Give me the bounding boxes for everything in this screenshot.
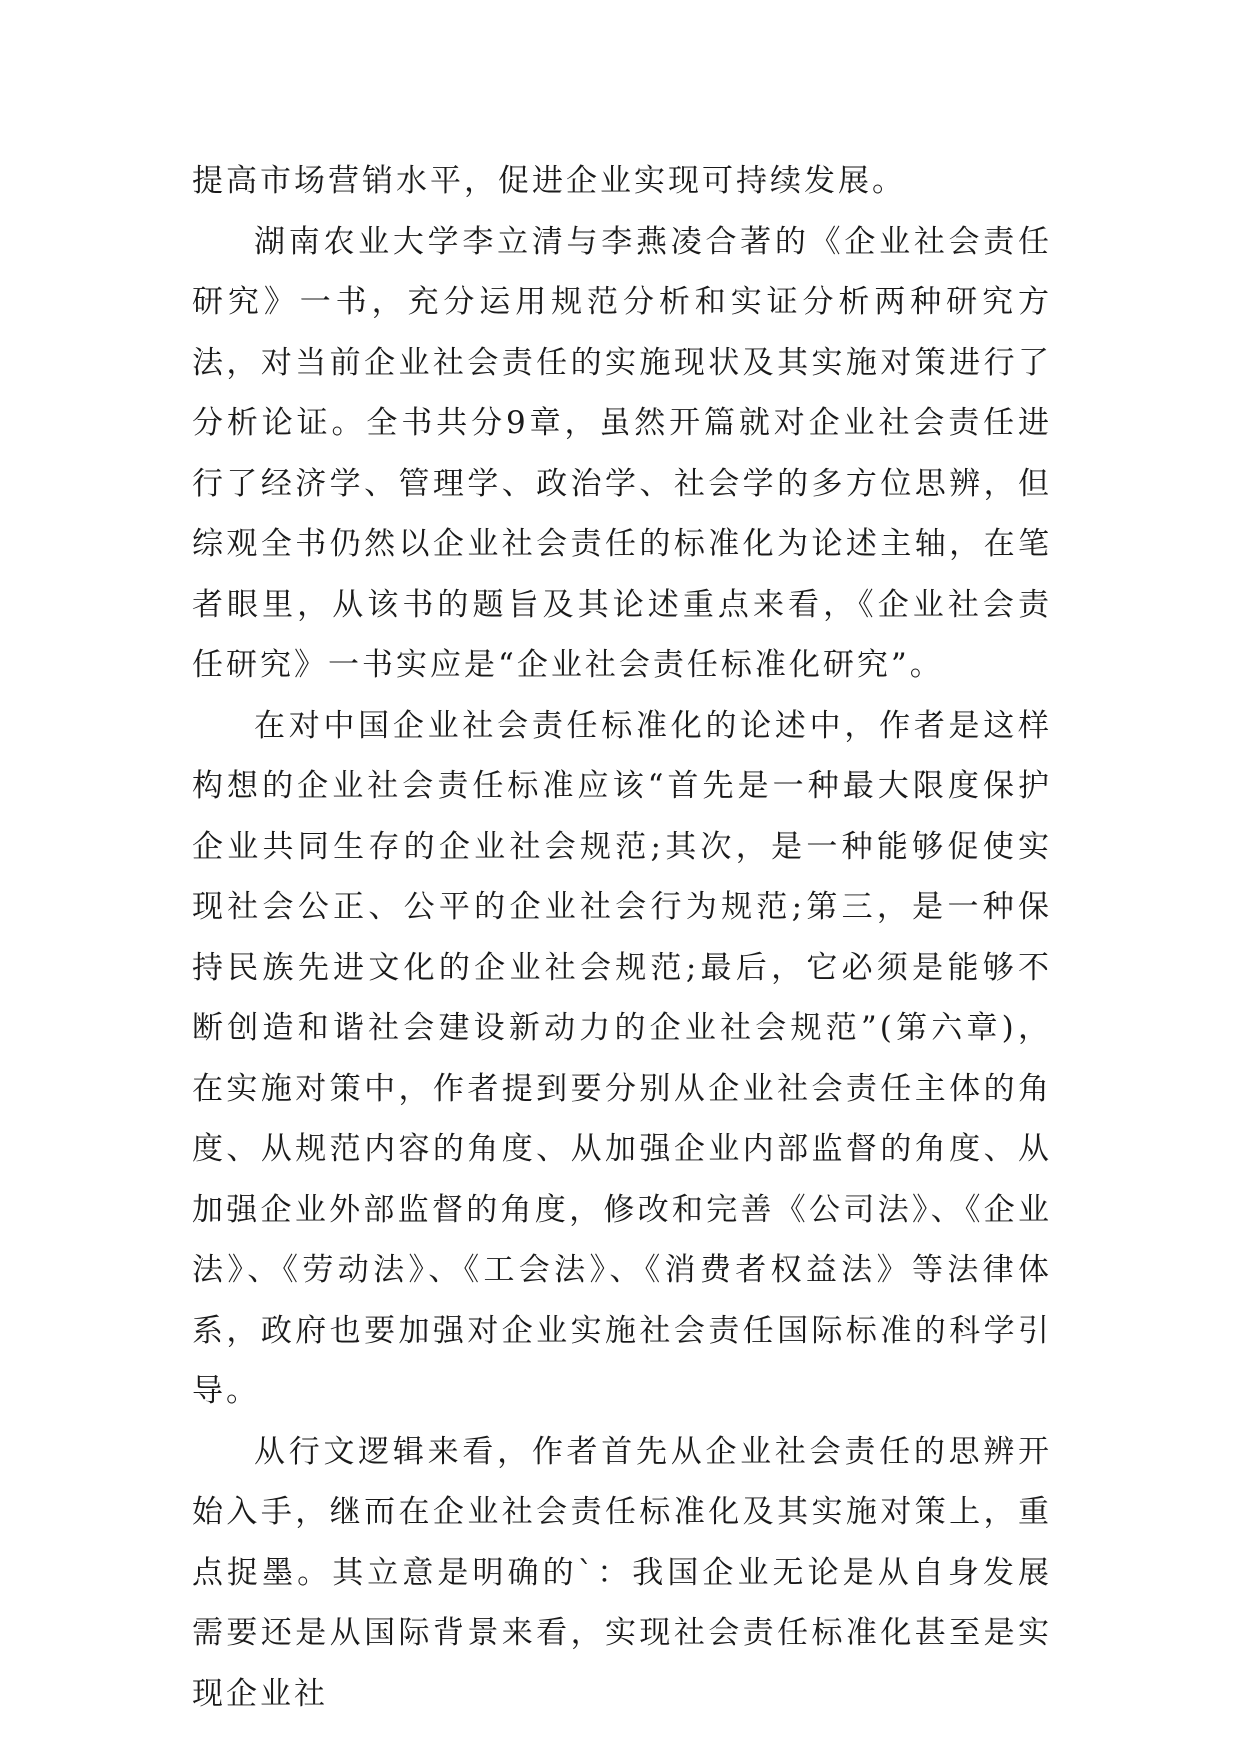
paragraph-4: 从行文逻辑来看，作者首先从企业社会责任的思辨开始入手，继而在企业社会责任标准化及其实施对策上，重点捉墨。其立意是明确的`：我国企业无论是从自身发展需要还是从国际背景来看，实现社会责任标准化甚至是实现企业社 bbox=[192, 1433, 1052, 1712]
paragraph-1: 提高市场营销水平，促进企业实现可持续发展。 bbox=[192, 163, 906, 199]
paragraph-2: 湖南农业大学李立清与李燕凌合著的《企业社会责任研究》一书，充分运用规范分析和实证分析两种研究方法，对当前企业社会责任的实施现状及其实施对策进行了分析论证。全书共分9章，虽然开篇就对企业社会责任进行了经济学、管理学、政治学、社会学的多方位思辨，但综观全书仍然以企业社会责任的标准化为论述主轴，在笔者眼里，从该书的题旨及其论述重点来看，《企业社会责任研究》一书实应是“企业社会责任标准化研究”。 bbox=[192, 223, 1052, 683]
body-text bbox=[192, 151, 1052, 1724]
paragraph-3: 在对中国企业社会责任标准化的论述中，作者是这样构想的企业社会责任标准应该“首先是一种最大限度保护企业共同生存的企业社会规范;其次，是一种能够促使实现社会公正、公平的企业社会行为规范;第三，是一种保持民族先进文化的企业社会规范;最后，它必须是能够不断创造和谐社会建设新动力的企业社会规范”(第六章)，在实施对策中，作者提到要分别从企业社会责任主体的角度、从规范内容的角度、从加强企业内部监督的角度、从加强企业外部监督的角度，修改和完善《公司法》、《企业法》、《劳动法》、《工会法》、《消费者权益法》等法律体系，政府也要加强对企业实施社会责任国际标准的科学引导。 bbox=[192, 707, 1052, 1409]
